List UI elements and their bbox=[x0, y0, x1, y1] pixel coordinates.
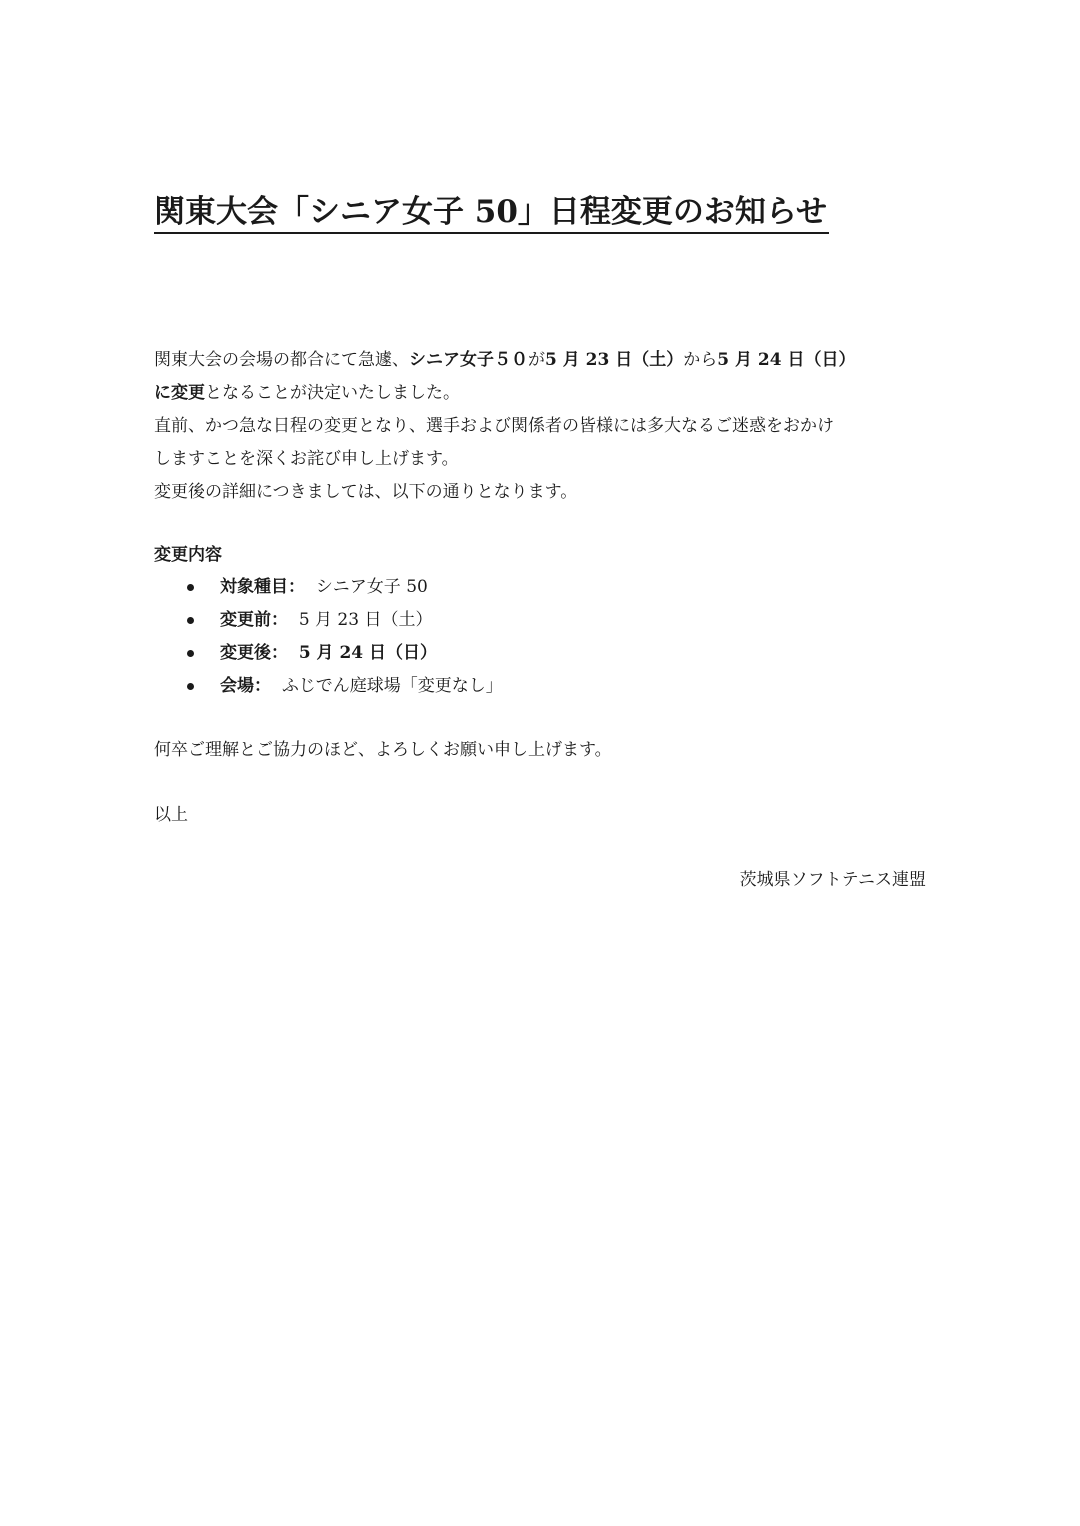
body-line-3: 直前、かつ急な日程の変更となり、選手および関係者の皆様には多大なるご迷惑をおかけ bbox=[154, 416, 834, 436]
old-date-bold: 5 月 23 日（土） bbox=[545, 350, 684, 370]
bullet-icon bbox=[187, 617, 194, 624]
body-line-5: 変更後の詳細につきましては、以下の通りとなります。 bbox=[154, 482, 578, 502]
bullet-icon bbox=[187, 584, 194, 591]
change-item-after bbox=[154, 637, 503, 670]
body-text-segment: となることが決定いたしました。 bbox=[205, 383, 460, 403]
body-line-4: しますことを深くお詫び申し上げます。 bbox=[154, 449, 459, 469]
bullet-icon bbox=[187, 683, 194, 690]
changes-heading: 変更内容 bbox=[154, 545, 222, 565]
change-item-value: 5 月 24 日（日） bbox=[298, 643, 438, 663]
change-item-venue bbox=[154, 670, 503, 703]
body-text bbox=[154, 344, 934, 509]
change-item-value: シニア女子 50 bbox=[315, 577, 428, 597]
change-item-label: 対象種目： bbox=[220, 577, 305, 597]
change-item-label: 変更前： bbox=[220, 610, 288, 630]
body-text-segment: が bbox=[528, 350, 545, 370]
organization-signature: 茨城県ソフトテニス連盟 bbox=[739, 870, 926, 890]
change-item-event bbox=[154, 571, 503, 604]
body-line-2 bbox=[154, 377, 934, 410]
new-date-bold: 5 月 24 日（日） bbox=[717, 350, 856, 370]
change-bold: に変更 bbox=[154, 383, 205, 403]
changes-list bbox=[154, 571, 503, 703]
change-item-before bbox=[154, 604, 503, 637]
body-line-1 bbox=[154, 344, 934, 377]
change-item-value: 5 月 23 日（土） bbox=[298, 610, 433, 630]
bullet-icon bbox=[187, 650, 194, 657]
body-text-segment: 関東大会の会場の都合にて急遽、 bbox=[154, 350, 409, 370]
change-item-label: 変更後： bbox=[220, 643, 288, 663]
change-item-label: 会場： bbox=[220, 676, 271, 696]
change-item-value: ふじでん庭球場「変更なし」 bbox=[281, 676, 503, 696]
ijou-text: 以上 bbox=[154, 805, 188, 825]
event-name-bold: シニア女子５０ bbox=[409, 350, 528, 370]
document-title: 関東大会「シニア女子 50」日程変更のお知らせ bbox=[154, 192, 829, 234]
body-text-segment: から bbox=[683, 350, 718, 370]
closing-text: 何卒ご理解とご協力のほど、よろしくお願い申し上げます。 bbox=[154, 740, 612, 760]
